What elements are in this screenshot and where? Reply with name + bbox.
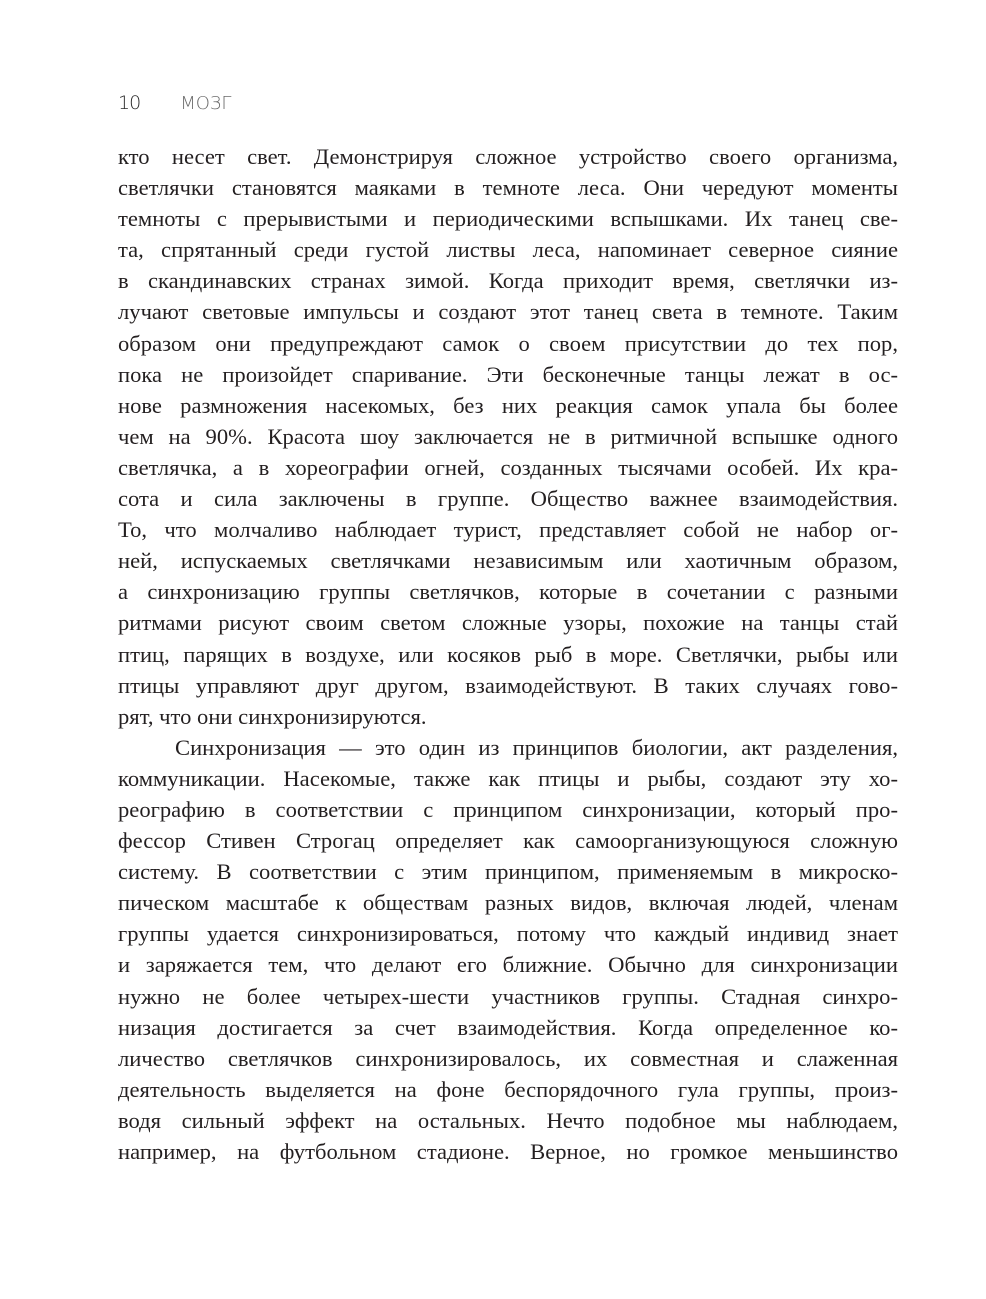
text-line: чем на 90%. Красота шоу заключается не в ритмичной вспышке одного (118, 423, 898, 449)
body-text (118, 141, 898, 1167)
text-line: темноты с прерывистыми и периодическими вспышками. Их танец све- (118, 206, 898, 232)
text-line: птицы управляют друг другом, взаимодействуют. В таких случаях гово- (118, 672, 898, 698)
paragraph (118, 732, 898, 1167)
running-title: МОЗГ (180, 92, 232, 114)
text-line: светлячка, а в хореографии огней, созданных тысячами особей. Их кра- (118, 454, 898, 480)
text-line: фессор Стивен Строгац определяет как самоорганизующуюся сложную (118, 828, 898, 854)
text-line: птиц, парящих в воздухе, или косяков рыб в море. Светлячки, рыбы или (118, 641, 898, 667)
text-line: и заряжается тем, что делают его ближние. Обычно для синхронизации (118, 952, 898, 978)
text-line: а синхронизацию группы светлячков, которые в сочетании с разными (118, 579, 898, 605)
text-line: в скандинавских странах зимой. Когда приходит время, светлячки из- (118, 268, 898, 294)
paragraph (118, 141, 898, 732)
text-line: светлячки становятся маяками в темноте леса. Они чередуют моменты (118, 175, 898, 201)
text-line: та, спрятанный среди густой листвы леса, напоминает северное сияние (118, 237, 898, 263)
text-line: пическом масштабе к обществам разных видов, включая людей, членам (118, 890, 898, 916)
text-line: систему. В соответствии с этим принципом, применяемым в микроско- (118, 859, 898, 885)
text-line: сота и сила заключены в группе. Общество важнее взаимодействия. (118, 486, 898, 512)
text-line: нужно не более четырех-шести участников группы. Стадная синхро- (118, 983, 898, 1009)
text-line: нове размножения насекомых, без них реакция самок упала бы более (118, 392, 898, 418)
text-line: лучают световые импульсы и создают этот танец света в темноте. Таким (118, 299, 898, 325)
text-line: реографию в соответствии с принципом синхронизации, который про- (118, 796, 898, 822)
text-line: пока не произойдет спаривание. Эти бесконечные танцы лежат в ос- (118, 361, 898, 387)
text-line: ритмами рисуют своим светом сложные узоры, похожие на танцы стай (118, 610, 898, 636)
text-line: коммуникации. Насекомые, также как птицы и рыбы, создают эту хо- (118, 765, 898, 791)
text-line: водя сильный эффект на остальных. Нечто подобное мы наблюдаем, (118, 1107, 898, 1133)
text-line: Синхронизация — это один из принципов биологии, акт разделения, (175, 734, 898, 760)
text-line: личество светлячков синхронизировалось, их совместная и слаженная (118, 1045, 898, 1071)
text-line: ней, испускаемых светлячками независимым или хаотичным образом, (118, 548, 898, 574)
text-line: низация достигается за счет взаимодействия. Когда определенное ко- (118, 1014, 898, 1040)
page-number: 10 (118, 92, 141, 114)
text-line: например, на футбольном стадионе. Верное, но громкое меньшинство (118, 1139, 898, 1164)
text-line: То, что молчаливо наблюдает турист, представляет собой не набор ог- (118, 517, 898, 543)
text-line: рят, что они синхронизируются. (118, 703, 427, 729)
text-line: деятельность выделяется на фоне беспорядочного гула группы, произ- (118, 1076, 898, 1102)
text-line: образом они предупреждают самок о своем присутствии до тех пор, (118, 330, 898, 356)
text-line: кто несет свет. Демонстрируя сложное устройство своего организма, (118, 144, 898, 169)
text-line: группы удается синхронизироваться, потому что каждый индивид знает (118, 921, 898, 947)
page-header (118, 88, 231, 118)
